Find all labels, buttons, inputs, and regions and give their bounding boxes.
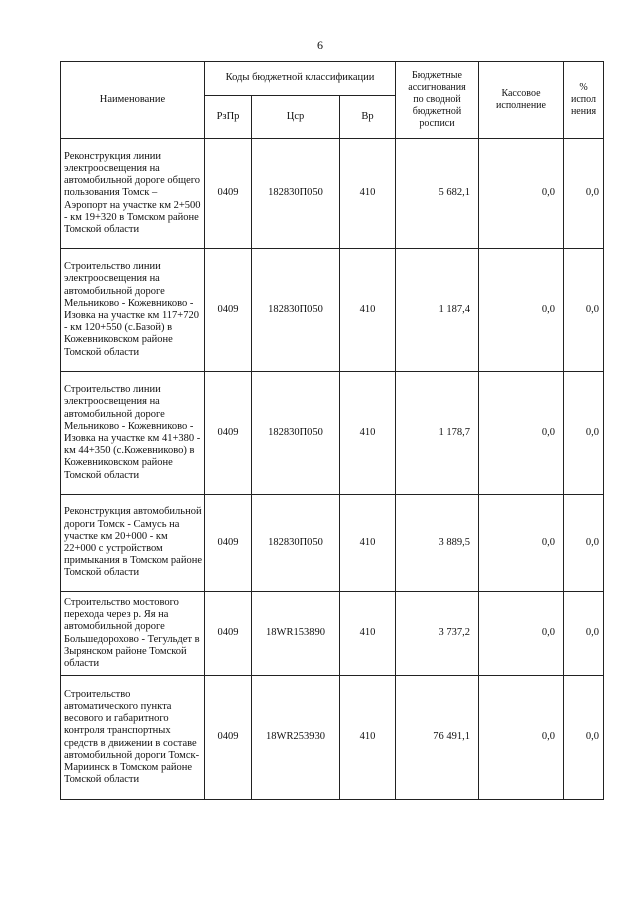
row-csr: 182830П050 — [252, 372, 340, 495]
header-cash-line: исполнение — [496, 100, 546, 111]
row-csr: 18WR153890 — [252, 592, 340, 676]
row-csr: 182830П050 — [252, 249, 340, 372]
row-rzpr: 0409 — [205, 495, 252, 592]
row-budget: 76 491,1 — [396, 676, 479, 800]
header-vr: Вр — [340, 96, 396, 139]
row-name: Реконструкция автомобильной дороги Томск - Самусь на участке км 20+000 - км 22+000 с устройством примыкания в Томском районе Томской области — [61, 495, 205, 592]
header-cash-line: Кассовое — [501, 88, 541, 99]
table-row — [61, 495, 604, 592]
header-budget-line: по сводной — [413, 94, 461, 105]
row-vr: 410 — [340, 372, 396, 495]
header-budget-line: бюджетной — [412, 106, 462, 117]
row-budget: 3 737,2 — [396, 592, 479, 676]
budget-execution-table — [60, 61, 604, 800]
row-name: Строительство линии электроосвещения на автомобильной дороге Мельниково - Кожевниково - Изовка на участке км 117+720 - км 120+550 (с.Базой) в Кожевниковском районе Томской области — [61, 249, 205, 372]
header-percent — [564, 62, 604, 139]
header-percent-line: нения — [570, 106, 597, 117]
row-csr: 182830П050 — [252, 495, 340, 592]
row-percent: 0,0 — [564, 372, 604, 495]
row-csr: 182830П050 — [252, 139, 340, 249]
row-rzpr: 0409 — [205, 249, 252, 372]
row-vr: 410 — [340, 495, 396, 592]
row-rzpr: 0409 — [205, 372, 252, 495]
row-percent: 0,0 — [564, 676, 604, 800]
row-cash: 0,0 — [479, 372, 564, 495]
row-name: Реконструкция линии электроосвещения на автомобильной дороге общего пользования Томск – Аэропорт на участке км 2+500 - км 19+320 в Томском районе Томской области — [61, 139, 205, 249]
header-name: Наименование — [61, 62, 205, 139]
row-percent: 0,0 — [564, 249, 604, 372]
row-budget: 1 187,4 — [396, 249, 479, 372]
table-row — [61, 592, 604, 676]
header-budget — [396, 62, 479, 139]
row-vr: 410 — [340, 249, 396, 372]
row-rzpr: 0409 — [205, 139, 252, 249]
row-cash: 0,0 — [479, 139, 564, 249]
row-cash: 0,0 — [479, 676, 564, 800]
row-percent: 0,0 — [564, 139, 604, 249]
row-name: Строительство линии электроосвещения на автомобильной дороге Мельниково - Кожевниково - Изовка на участке км 41+380 - км 44+350 (с.Кожевниково) в Кожевниковском районе Томской области — [61, 372, 205, 495]
header-budget-line: ассигнования — [408, 82, 466, 93]
row-budget: 3 889,5 — [396, 495, 479, 592]
header-csr: Цср — [252, 96, 340, 139]
row-cash: 0,0 — [479, 592, 564, 676]
header-budget-line: росписи — [419, 118, 455, 129]
row-budget: 5 682,1 — [396, 139, 479, 249]
header-codes-group: Коды бюджетной классификации — [205, 62, 396, 96]
row-cash: 0,0 — [479, 249, 564, 372]
row-percent: 0,0 — [564, 495, 604, 592]
row-percent: 0,0 — [564, 592, 604, 676]
row-name: Строительство автоматического пункта весового и габаритного контроля транспортных средств в движении в составе автомобильной дороги Томск-Мариинск в Томском районе Томской области — [61, 676, 205, 800]
header-percent-line: испол — [571, 94, 596, 105]
table-row — [61, 139, 604, 249]
table-row — [61, 372, 604, 495]
row-budget: 1 178,7 — [396, 372, 479, 495]
row-rzpr: 0409 — [205, 592, 252, 676]
row-vr: 410 — [340, 592, 396, 676]
row-csr: 18WR253930 — [252, 676, 340, 800]
header-percent-line: % — [579, 82, 588, 93]
header-budget-line: Бюджетные — [412, 70, 462, 81]
header-rzpr: РзПр — [205, 96, 252, 139]
row-vr: 410 — [340, 676, 396, 800]
row-name: Строительство мостового перехода через р. Яя на автомобильной дороге Большедорохово - Тегульдет в Зырянском районе Томской области — [61, 592, 205, 676]
page-number: 6 — [317, 38, 323, 52]
table-row — [61, 249, 604, 372]
header-cash — [479, 62, 564, 139]
row-rzpr: 0409 — [205, 676, 252, 800]
table-row — [61, 676, 604, 800]
row-cash: 0,0 — [479, 495, 564, 592]
row-vr: 410 — [340, 139, 396, 249]
